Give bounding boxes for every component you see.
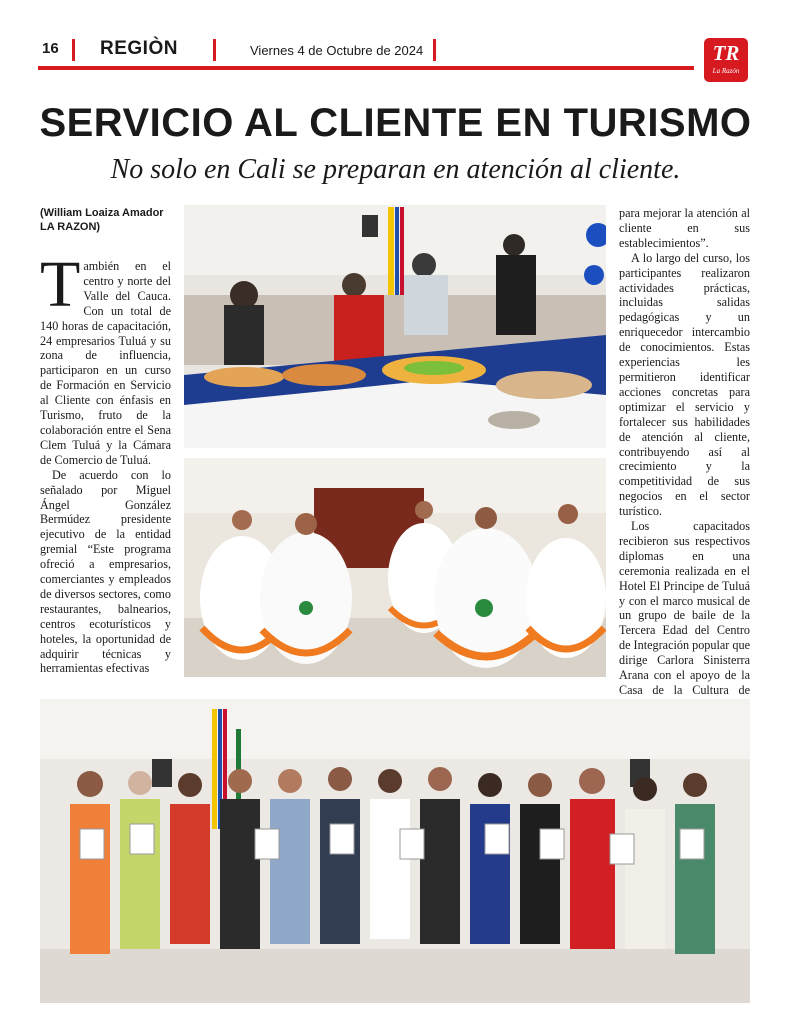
deck: No solo en Cali se preparan en atención al cliente. xyxy=(110,154,681,185)
article-column-1 xyxy=(40,206,171,676)
page-header xyxy=(38,36,750,80)
page-number: 16 xyxy=(42,40,59,57)
banquet-photo-image xyxy=(184,205,606,448)
header-rule xyxy=(38,66,694,70)
header-divider xyxy=(213,39,216,61)
paragraph: para mejorar la atención al cliente en sus establecimientos”. xyxy=(619,206,750,250)
header-divider xyxy=(433,39,436,61)
headline: SERVICIO AL CLIENTE EN TURISMO xyxy=(39,101,752,145)
issue-date: Viernes 4 de Octubre de 2024 xyxy=(250,43,424,58)
newspaper-logo xyxy=(704,38,748,82)
header-divider xyxy=(72,39,75,61)
dancers-photo-image xyxy=(184,458,606,677)
logo-mark: TR xyxy=(712,41,740,65)
paragraph: De acuerdo con lo señalado por Miguel Ángel González Bermúdez presidente ejecutivo de la entidad gremial “Este programa ofreció a empresarios, comerciantes y empleados de diversos sectores, como restaurantes, balnearios, centros ecoturísticos y hoteles, la oportunidad de adquirir técnicas y herramientas efectivas xyxy=(40,467,171,676)
byline: (William Loaiza Amador LA RAZON) xyxy=(40,207,164,233)
photo-dancers xyxy=(184,458,606,677)
paragraph: ambién en el centro y norte del Valle del Cauca. Con un total de 140 horas de capacitación, 24 empresarios Tuluá y su zona de influencia, participaron en un curso de Formación en Servicio al Cliente con énfasis en Turismo, fruto de la colaboración entre el Sena Clem Tuluá y la Cámara de Comercio de Tuluá. xyxy=(40,259,171,467)
article-column-3 xyxy=(619,206,750,713)
paragraph: Los capacitados recibieron sus respectivos diplomas en una ceremonia realizada en el Hotel El Principe de Tuluá y con el marco musical de un grupo de baile de la Tercera Edad del Centro de Integración popular que dirige Carlora Sinisterra Arana con el apoyo de la Casa de la Cultura de xyxy=(619,519,750,697)
paragraph: A lo largo del curso, los participantes realizaron actividades prácticas, incluidas salidas pedagógicas y un enriquecedor intercambio de conocimientos. Estas experiencias les permitieron identificar acciones concretas para optimizar el servicio y fortalecer sus habilidades de atención al cliente, contribuyendo así al crecimiento y la competitividad de sus negocios en el sector turístico. xyxy=(619,250,750,519)
photo-banquet xyxy=(184,205,606,448)
section-title: REGIÒN xyxy=(100,38,178,59)
graduates-photo-image xyxy=(40,699,750,1003)
logo-subtitle: La Razón xyxy=(712,67,740,75)
drop-cap: T xyxy=(40,248,81,321)
photo-graduates xyxy=(40,699,750,1003)
